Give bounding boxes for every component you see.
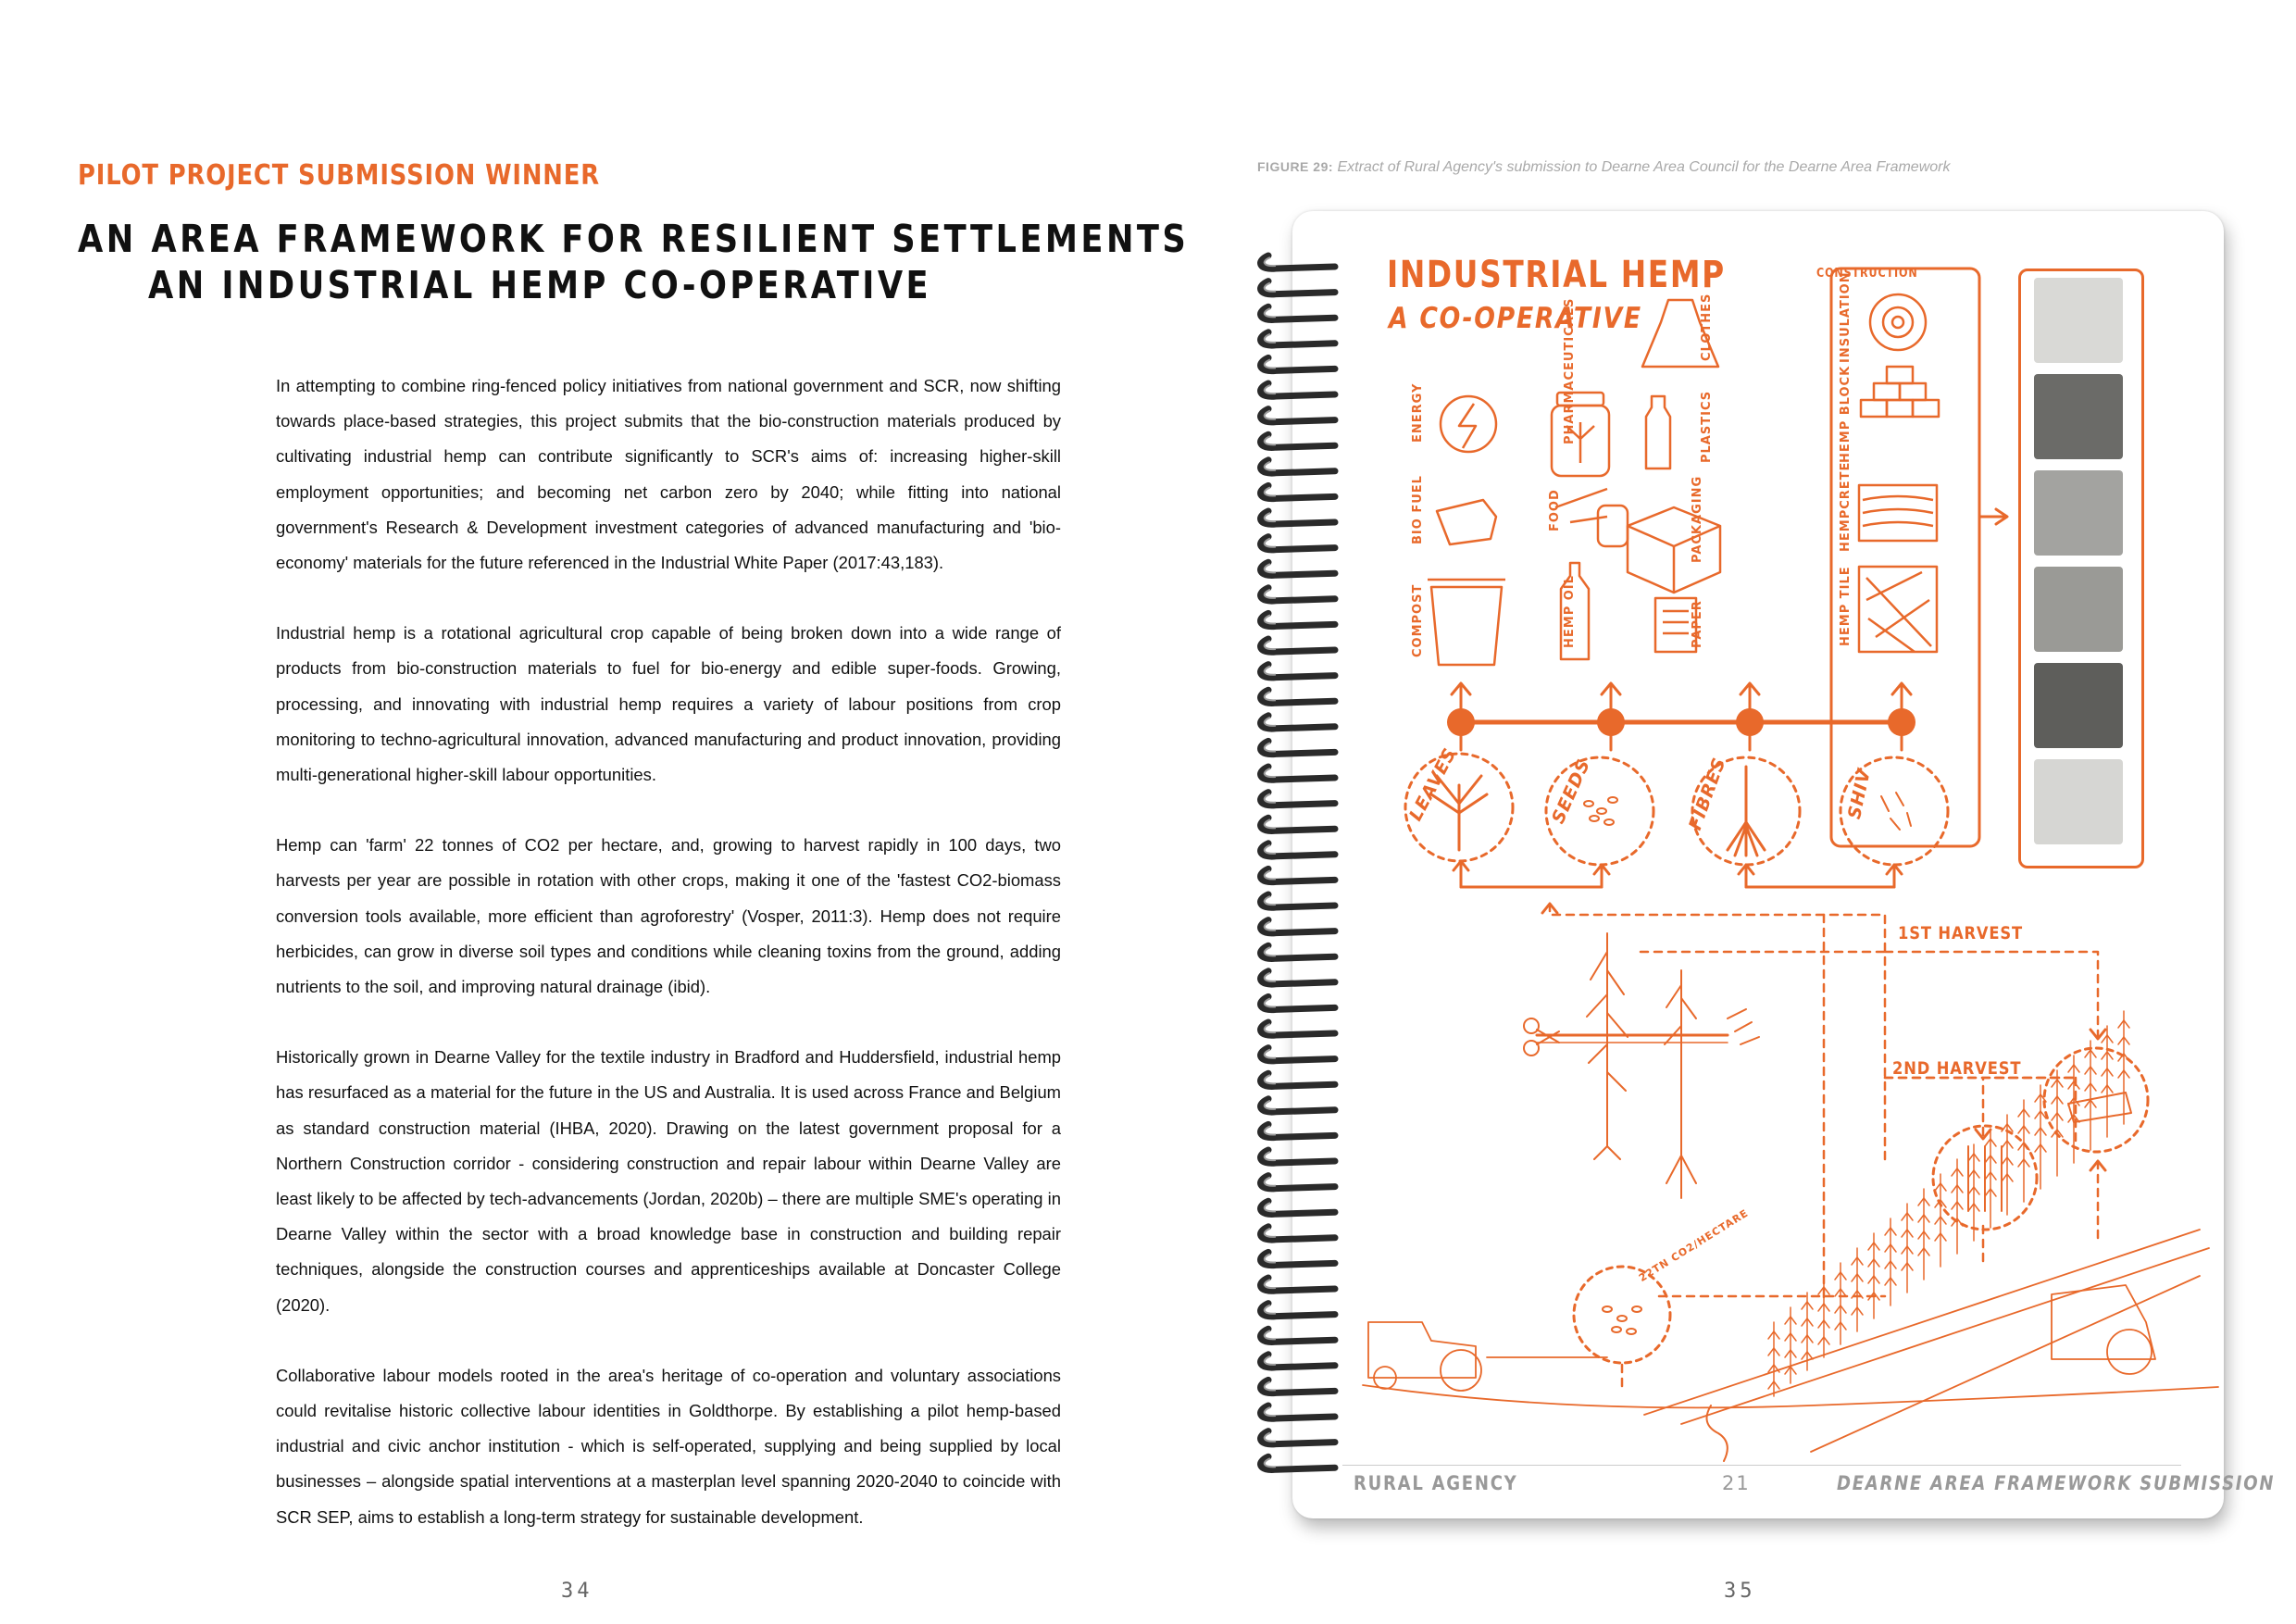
label-hemp-tile: HEMP TILE	[1839, 566, 1853, 646]
body-paragraph-5: Collaborative labour models rooted in the area's heritage of co-operation and voluntary associations could revitalise historic collective labour identities in Goldthorpe. By establishing a pilot hemp-based industrial and civic anchor institution - which is self-operated, supplying and being supplied by local businesses – alongside spatial interventions at a masterplan level spanning 2020-2040 to coincide with SCR SEP, aims to establish a long-term strategy for sustainable development.	[276, 1365, 1061, 1527]
label-fibres: FIBRES	[1685, 755, 1730, 833]
seeds-circle	[1546, 757, 1653, 865]
hemp-oil-icon	[1561, 563, 1589, 659]
label-hemp-block: HEMP BLOCK	[1839, 365, 1853, 463]
second-harvest-label: 2ND HARVEST	[1892, 1058, 2022, 1079]
label-food: FOOD	[1548, 489, 1562, 531]
label-seeds: SEEDS	[1548, 756, 1595, 827]
label-packaging: PACKAGING	[1691, 475, 1704, 563]
first-harvest-label: 1ST HARVEST	[1898, 923, 2024, 943]
paper-icon	[1655, 598, 1696, 652]
figure-caption	[1257, 159, 1950, 176]
hemp-block-icon	[1861, 367, 1939, 417]
label-hemp-oil: HEMP OIL	[1563, 575, 1577, 648]
label-bio-fuel: BIO FUEL	[1411, 475, 1425, 544]
label-insulation: INSULATION	[1839, 271, 1853, 363]
label-shiv: SHIV	[1844, 766, 1876, 821]
body-paragraph-2: Industrial hemp is a rotational agricultural crop capable of being broken down into a wide range of products from bio-construction materials to fuel for bio-energy and edible super-foods. Growing, processing, and innovating with industrial hemp requires a variety of labour positions from crop monitoring to techno-agricultural innovation, advanced manufacturing and product innovation, providing multi-generational higher-skill labour opportunities.	[276, 623, 1061, 785]
page-title-line-2: AN INDUSTRIAL HEMP CO-OPERATIVE	[148, 263, 932, 307]
packaging-icon	[1628, 507, 1720, 593]
food-icon	[1555, 489, 1607, 522]
construction-label: CONSTRUCTION	[1816, 267, 1918, 281]
footer-page-number: 21	[1722, 1472, 1751, 1494]
energy-icon	[1441, 396, 1496, 452]
construction-box	[1831, 269, 1979, 846]
body-paragraph-4: Historically grown in Dearne Valley for the textile industry in Bradford and Huddersfield, industrial hemp has resurfaced as a material for the future in the US and Australia. It is used across France and Belgium as standard construction material (IHBA, 2020). Drawing on the latest government proposal for a Northern Construction corridor - considering construction and repair labour within Dearne Valley are least likely to be affected by tech-advancements (Jordan, 2020b) – there are multiple SME's operating in Dearne Valley within the sector with a broad knowledge base in construction and building repair techniques, alongside the construction courses and apprenticeships available at Doncaster College (2020).	[276, 1047, 1061, 1315]
body-paragraph-3: Hemp can 'farm' 22 tonnes of CO2 per hectare, and, growing to harvest rapidly in 100 days, two harvests per year are possible in rotation with other crops, making it one of the 'fastest CO2-biomass conversion tools available, more efficient than agroforestry' (Vosper, 2011:3). Hemp does not require herbicides, can grow in diverse soil types and conditions while cleaning toxins from the ground, adding nutrients to the soil, and improving natural drainage (ibid).	[276, 835, 1061, 997]
page-title-line-1: AN AREA FRAMEWORK FOR RESILIENT SETTLEMENTS	[78, 217, 1190, 261]
shiv-circle	[1841, 757, 1948, 865]
hemp-diagram	[1292, 211, 2224, 1518]
body-paragraph-1: In attempting to combine ring-fenced policy initiatives from national government and SCR, now shifting towards place-based strategies, this project submits that the bio-construction materials produced by cultivating industrial hemp can contribute significantly to SCR's aims of: increasing higher-skill employment opportunities; and becoming net carbon zero by 2040; while fitting into national government's Research & Development investment categories of advanced manufacturing and 'bio-economy' materials for the future referenced in the Industrial White Paper (2017:43,183).	[276, 376, 1061, 573]
figure-caption-text: Extract of Rural Agency's submission to Dearne Area Council for the Dearne Area Framework	[1337, 159, 1951, 175]
bio-fuel-icon	[1437, 500, 1496, 544]
page-number-right: 35	[1724, 1580, 1756, 1603]
label-clothes: CLOTHES	[1700, 293, 1714, 361]
label-leaves: LEAVES	[1405, 744, 1461, 825]
footer-left: RURAL AGENCY	[1354, 1472, 1518, 1494]
insulation-icon	[1870, 294, 1926, 350]
hempcrete-icon	[1859, 485, 1937, 541]
hemp-plants	[1587, 933, 1759, 1198]
page-number-left: 34	[561, 1580, 593, 1603]
plastics-icon	[1646, 396, 1670, 468]
label-pharmaceuticals: PHARMACEUTICALS	[1563, 297, 1577, 444]
compost-icon	[1431, 587, 1502, 665]
distribution-arrows	[1452, 683, 1911, 750]
notebook-footer-rule	[1342, 1465, 2181, 1466]
yield-note: 22TN CO2/HECTARE	[1637, 1206, 1751, 1285]
label-compost: COMPOST	[1411, 583, 1425, 657]
label-plastics: PLASTICS	[1700, 390, 1714, 463]
clothes-icon	[1642, 300, 1718, 367]
footer-right: DEARNE AREA FRAMEWORK SUBMISSION	[1837, 1472, 2276, 1494]
scissors-icon	[1524, 1018, 1539, 1033]
notebook-title: INDUSTRIAL HEMP	[1387, 254, 1726, 296]
label-paper: PAPER	[1691, 600, 1704, 648]
figure-caption-label: FIGURE 29:	[1257, 159, 1334, 174]
label-energy: ENERGY	[1411, 382, 1425, 443]
label-hempcrete: HEMPCRETE	[1839, 461, 1853, 552]
body-text-column	[276, 369, 1061, 1570]
section-kicker: PILOT PROJECT SUBMISSION WINNER	[78, 159, 600, 192]
notebook-subtitle: A CO-OPERATIVE	[1389, 302, 1642, 335]
